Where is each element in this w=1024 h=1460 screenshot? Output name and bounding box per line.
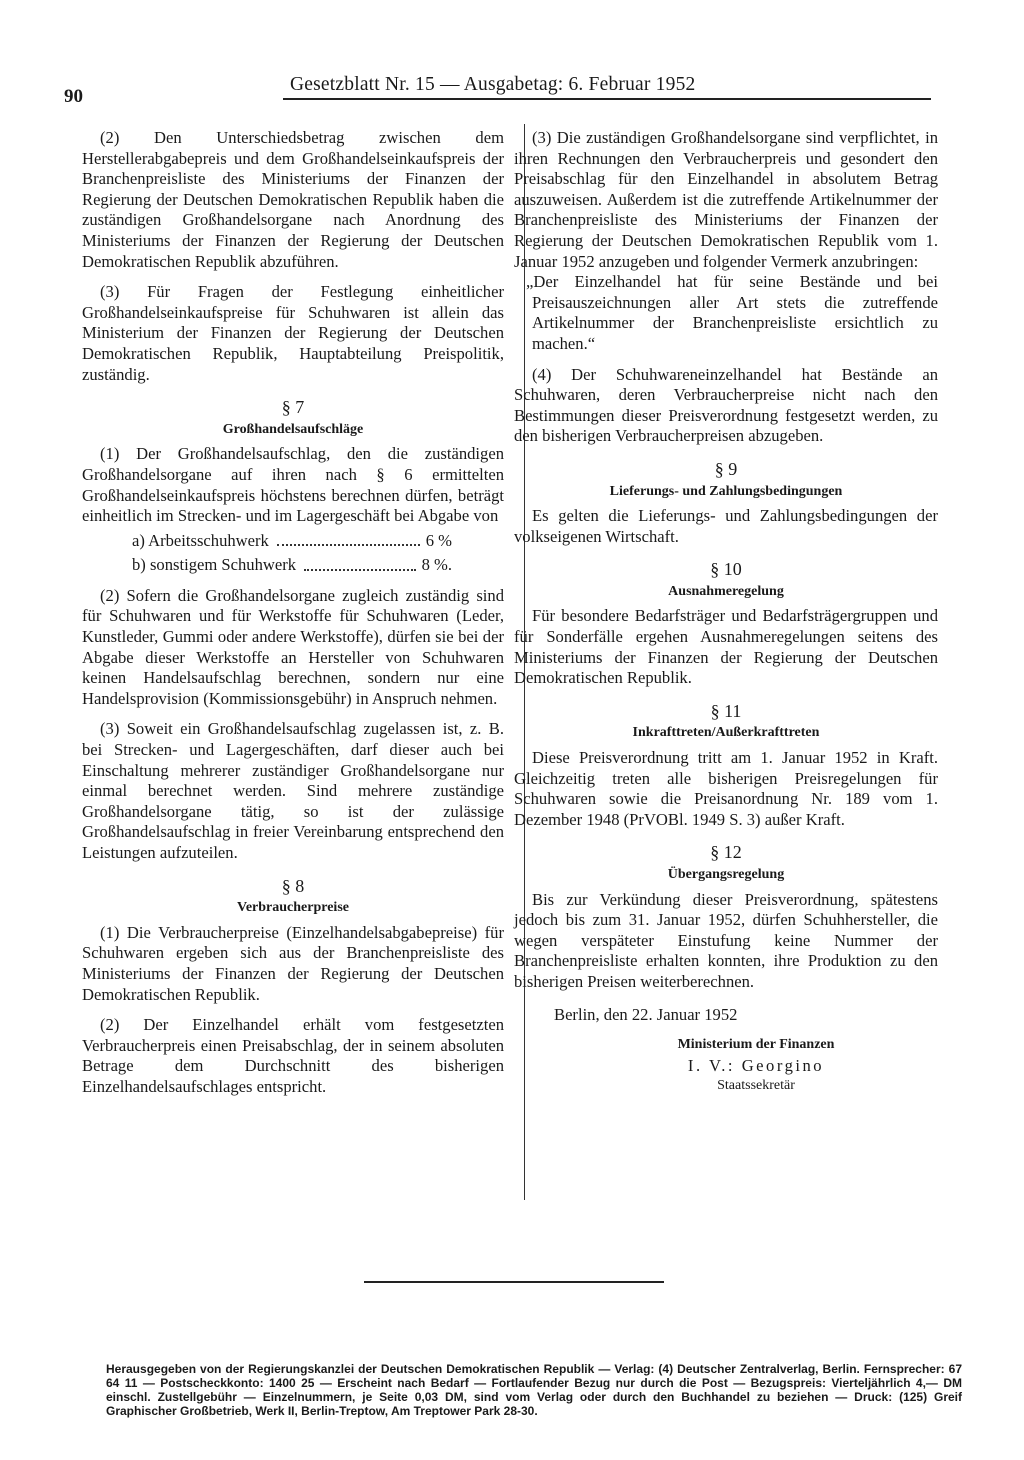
section-9-number: § 9	[714, 458, 738, 479]
section-7-number: § 7	[281, 397, 305, 418]
running-title: Gesetzblatt Nr. 15 — Ausgabetag: 6. Februar 1952	[290, 74, 696, 95]
section-11-number: § 11	[710, 700, 742, 721]
section-9-title: Lieferungs- und Zahlungsbedingungen	[609, 483, 843, 499]
paragraph-10: Für besondere Bedarfsträger und Bedarfsträgergruppen und für Sonderfälle ergehen Ausnahmeregelungen seitens des Ministeriums der Finanzen der Regierung der Deutschen Demokratischen Republik.	[514, 606, 938, 688]
paragraph-6-3: (3) Für Fragen der Festlegung einheitlicher Großhandelseinkaufspreise für Schuhwaren ist allein das Ministerium der Finanzen der Regierung der Deutschen Demokratischen Republik, Hauptabteilung Preispolitik, zuständig.	[82, 282, 504, 384]
rate-label-a: a) Arbeitsschuhwerk	[132, 530, 269, 550]
section-7-title: Großhandelsaufschläge	[222, 421, 364, 437]
left-column	[82, 128, 504, 1098]
paragraph-9: Es gelten die Lieferungs- und Zahlungsbedingungen der volkseigenen Wirtschaft.	[514, 506, 938, 546]
section-8-number: § 8	[281, 875, 305, 896]
signature-name: I. V.: Georgino	[687, 1055, 825, 1075]
section-10-title: Ausnahmeregelung	[668, 583, 784, 599]
right-column	[514, 128, 938, 1097]
page-number: 90	[64, 86, 83, 107]
signature-authority: Ministerium der Finanzen	[677, 1037, 835, 1053]
rate-value-b: 8 %.	[421, 555, 452, 575]
publisher-imprint: Herausgegeben von der Regierungskanzlei der Deutschen Demokratischen Republik — Verlag: (4) Deutscher Zentralverlag, Berlin. Fernsprecher: 67 64 11 — Postscheckkonto: 1400 25 — Erscheint nach Bedarf — Fortlaufender Bezug nur durch die Post — Bezugspreis: Vierteljährlich 4,— DM einschl. Zustellgebühr — Einzelnummern, je Seite 0,03 DM, sind vom Verlag oder durch den Buchhandel zu beziehen — Druck: (125) Greif Graphischer Großbetrieb, Werk II, Berlin-Treptow, Am Treptower Park 28-30.	[106, 1362, 962, 1418]
end-rule	[364, 1281, 664, 1283]
paragraph-7-3: (3) Soweit ein Großhandelsaufschlag zugelassen ist, z. B. bei Strecken- und Lagergeschäften, darf dieser auch bei Einschaltung mehrerer zuständiger Großhandelsorgane nur einmal berechnet werden. Sind mehrere zuständige Großhandelsorgane tätig, so ist der zulässige Großhandelsaufschlag in freier Vereinbarung entsprechend den Leistungen aufzuteilen.	[82, 719, 504, 862]
paragraph-8-1: (1) Die Verbraucherpreise (Einzelhandelsabgabepreise) für Schuhwaren ergeben sich aus der Branchenpreisliste des Ministeriums der Finanzen der Regierung der Deutschen Demokratischen Republik.	[82, 922, 504, 1004]
paragraph-12: Bis zur Verkündung dieser Preisverordnung, spätestens jedoch bis zum 31. Januar 1952, dürfen Schuhhersteller, die wegen verspäteter Einstufung keine Nummer der Branchenpreisliste erhalten konnten, ihre Produktion zu den bisherigen Preisen weiterberechnen.	[514, 889, 938, 991]
paragraph-11: Diese Preisverordnung tritt am 1. Januar 1952 in Kraft. Gleichzeitig treten alle bisherigen Preisregelungen für Schuhwaren sowie die Preisanordnung Nr. 189 vom 1. Dezember 1948 (PrVOBl. 1949 S. 3) außer Kraft.	[514, 748, 938, 829]
rate-value-a: 6 %	[425, 530, 452, 550]
section-12-title: Übergangsregelung	[667, 867, 785, 882]
paragraph-7-1: (1) Der Großhandelsaufschlag, den die zuständigen Großhandelsorgane auf ihren nach § 6 ermittelten Großhandelseinkaufspreis höchstens berechnen dürfen, beträgt einheitlich im Strecken- und im Lagergeschäft bei Abgabe von	[82, 444, 504, 526]
quoted-notice: „Der Einzelhandel hat für seine Bestände und bei Preisauszeichnungen aller Art stets die zutreffende Artikelnummer der Branchenpreisliste ersichtlich zu machen.“	[526, 272, 938, 353]
section-10-number: § 10	[710, 559, 742, 580]
header-rule	[283, 98, 931, 100]
paragraph-8-2: (2) Der Einzelhandel erhält vom festgesetzten Verbraucherpreis einen Preisabschlag, der in seinem absoluten Betrage dem Durchschnitt des bisherigen Einzelhandelsaufschlages entspricht.	[82, 1015, 504, 1096]
section-11-title: Inkrafttreten/Außerkrafttreten	[632, 725, 820, 741]
paragraph-8-3: (3) Die zuständigen Großhandelsorgane sind verpflichtet, in ihren Rechnungen den Verbraucherpreis und gesondert den Preisabschlag für den Einzelhandel in absolutem Betrag auszuweisen. Außerdem ist die zutreffende Artikelnummer der Branchenpreisliste des Ministeriums der Finanzen der Regierung der Deutschen Demokratischen Republik vom 1. Januar 1952 anzugeben und folgender Vermerk anzubringen:	[514, 128, 938, 271]
rate-row-a	[132, 531, 452, 552]
paragraph-8-4: (4) Der Schuhwareneinzelhandel hat Bestände an Schuhwaren, deren Verbraucherpreise nicht nach den Bestimmungen dieser Preisverordnung festgesetzt werden, zu den bisherigen Verbraucherpreisen abzugeben.	[514, 364, 938, 446]
signature-role: Staatssekretär	[717, 1078, 795, 1094]
paragraph-6-2: (2) Den Unterschiedsbetrag zwischen dem Herstellerabgabepreis und dem Großhandelseinkaufspreis der Branchenpreisliste des Ministeriums der Finanzen der Regierung der Deutschen Demokratischen Republik haben die zuständigen Großhandelsorgane nach Anordnung des Ministeriums der Finanzen der Regierung der Deutschen Demokratischen Republik abzuführen.	[82, 128, 504, 271]
rate-label-b: b) sonstigem Schuhwerk	[132, 555, 297, 575]
section-12-number: § 12	[710, 842, 742, 863]
section-8-title: Verbraucherpreise	[237, 900, 349, 916]
paragraph-7-2: (2) Sofern die Großhandelsorgane zugleich zuständig sind für Schuhwaren und für Werkstoffe für Schuhwaren (Leder, Kunstleder, Gummi oder andere Werkstoffe), dürfen sie bei der Abgabe dieser Werkstoffe an Hersteller von Schuhwaren keinen Handelsaufschlag berechnen, sondern nur eine Handelsprovision (Kommissionsgebühr) in Anspruch nehmen.	[82, 585, 504, 708]
dot-leader	[277, 531, 420, 547]
place-and-date: Berlin, den 22. Januar 1952	[554, 1004, 738, 1024]
rate-row-b	[132, 555, 452, 576]
dot-leader	[304, 555, 416, 571]
